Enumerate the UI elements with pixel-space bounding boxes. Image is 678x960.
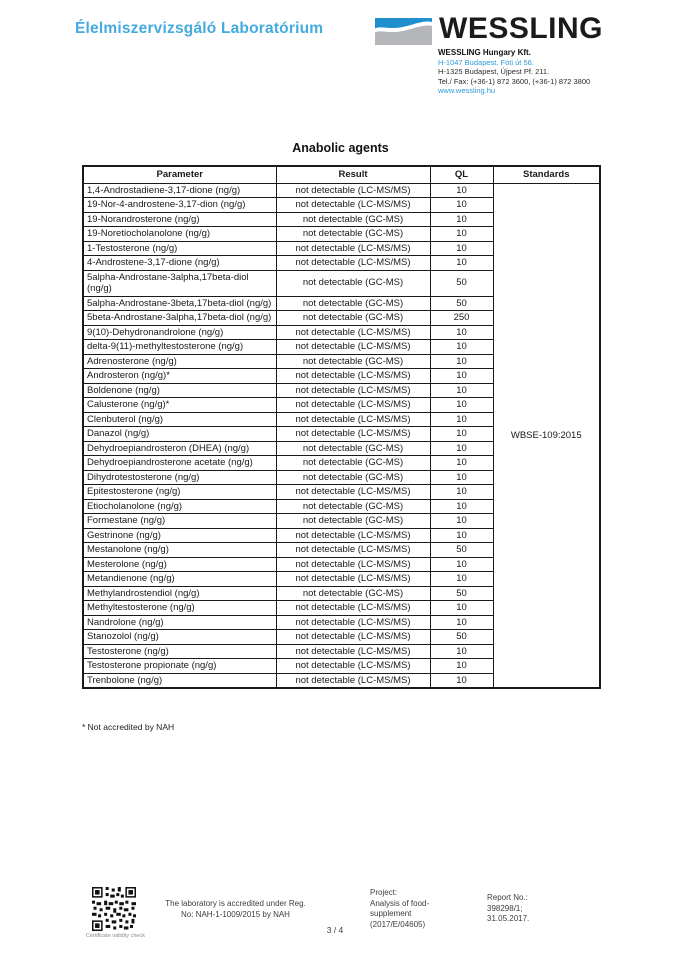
- ql-cell: 250: [430, 311, 493, 326]
- parameter-cell: Calusterone (ng/g)*: [83, 398, 276, 413]
- result-cell: not detectable (LC-MS/MS): [276, 601, 430, 616]
- result-cell: not detectable (LC-MS/MS): [276, 427, 430, 442]
- parameter-cell: Etiocholanolone (ng/g): [83, 499, 276, 514]
- result-cell: not detectable (LC-MS/MS): [276, 644, 430, 659]
- parameter-cell: Methylandrostendiol (ng/g): [83, 586, 276, 601]
- ql-cell: 10: [430, 398, 493, 413]
- ql-cell: 10: [430, 441, 493, 456]
- accreditation-footnote: * Not accredited by NAH: [82, 722, 175, 732]
- parameter-cell: Adrenosterone (ng/g): [83, 354, 276, 369]
- ql-cell: 10: [430, 325, 493, 340]
- result-cell: not detectable (GC-MS): [276, 586, 430, 601]
- parameter-cell: Gestrinone (ng/g): [83, 528, 276, 543]
- ql-cell: 10: [430, 659, 493, 674]
- phone-fax-line: Tel./ Fax: (+36-1) 872 3600, (+36-1) 872 3800: [438, 76, 591, 86]
- company-name: WESSLING Hungary Kft.: [438, 48, 531, 57]
- accreditation-line-1: The laboratory is accredited under Reg.: [165, 899, 306, 908]
- result-cell: not detectable (LC-MS/MS): [276, 256, 430, 271]
- ql-cell: 10: [430, 256, 493, 271]
- parameter-cell: Stanozolol (ng/g): [83, 630, 276, 645]
- ql-cell: 10: [430, 227, 493, 242]
- result-cell: not detectable (LC-MS/MS): [276, 241, 430, 256]
- result-cell: not detectable (LC-MS/MS): [276, 412, 430, 427]
- parameter-cell: Trenbolone (ng/g): [83, 673, 276, 688]
- qr-caption: Certificate validity check: [86, 933, 145, 939]
- parameter-cell: Mesterolone (ng/g): [83, 557, 276, 572]
- accreditation-line-2: No: NAH-1-1009/2015 by NAH: [181, 910, 290, 919]
- parameter-cell: 19-Norandrosterone (ng/g): [83, 212, 276, 227]
- parameter-cell: Boldenone (ng/g): [83, 383, 276, 398]
- parameter-cell: 19-Noretiocholanolone (ng/g): [83, 227, 276, 242]
- parameter-cell: Dihydrotestosterone (ng/g): [83, 470, 276, 485]
- website-link[interactable]: www.wessling.hu: [438, 86, 496, 95]
- parameter-cell: Clenbuterol (ng/g): [83, 412, 276, 427]
- column-header-ql: QL: [430, 166, 493, 183]
- ql-cell: 10: [430, 412, 493, 427]
- address-line-2: H-1325 Budapest, Újpest Pf. 211.: [438, 67, 550, 76]
- ql-cell: 50: [430, 296, 493, 311]
- results-table-wrap: [82, 165, 601, 689]
- result-cell: not detectable (LC-MS/MS): [276, 383, 430, 398]
- result-cell: not detectable (LC-MS/MS): [276, 198, 430, 213]
- result-cell: not detectable (GC-MS): [276, 470, 430, 485]
- parameter-cell: Dehydroepiandrosterone acetate (ng/g): [83, 456, 276, 471]
- ql-cell: 10: [430, 241, 493, 256]
- page-number: 3 / 4: [326, 925, 344, 935]
- result-cell: not detectable (LC-MS/MS): [276, 485, 430, 500]
- result-cell: not detectable (GC-MS): [276, 270, 430, 296]
- parameter-cell: delta-9(11)-methyltestosterone (ng/g): [83, 340, 276, 355]
- report-number: 398298/1;: [487, 903, 523, 913]
- ql-cell: 10: [430, 615, 493, 630]
- ql-cell: 10: [430, 557, 493, 572]
- column-header-result: Result: [276, 166, 430, 183]
- company-logo-block: [375, 14, 603, 96]
- parameter-cell: Nandrolone (ng/g): [83, 615, 276, 630]
- ql-cell: 10: [430, 514, 493, 529]
- lab-department-title: Élelmiszervizsgáló Laboratórium: [75, 20, 324, 37]
- result-cell: not detectable (LC-MS/MS): [276, 325, 430, 340]
- parameter-cell: Methyltestosterone (ng/g): [83, 601, 276, 616]
- parameter-cell: Danazol (ng/g): [83, 427, 276, 442]
- result-cell: not detectable (LC-MS/MS): [276, 398, 430, 413]
- ql-cell: 10: [430, 673, 493, 688]
- result-cell: not detectable (GC-MS): [276, 311, 430, 326]
- report-date: 31.05.2017.: [487, 914, 530, 923]
- results-table: [82, 165, 601, 689]
- parameter-cell: Testosterone propionate (ng/g): [83, 659, 276, 674]
- result-cell: not detectable (LC-MS/MS): [276, 615, 430, 630]
- project-label: Project:: [370, 888, 398, 897]
- parameter-cell: Androsteron (ng/g)*: [83, 369, 276, 384]
- ql-cell: 10: [430, 369, 493, 384]
- address-line-1: H-1047 Budapest, Fóti út 56.: [438, 57, 534, 67]
- result-cell: not detectable (GC-MS): [276, 354, 430, 369]
- result-cell: not detectable (GC-MS): [276, 212, 430, 227]
- parameter-cell: Formestane (ng/g): [83, 514, 276, 529]
- parameter-cell: Dehydroepiandrosteron (DHEA) (ng/g): [83, 441, 276, 456]
- report-label: Report No.:: [487, 893, 528, 902]
- ql-cell: 10: [430, 485, 493, 500]
- parameter-cell: 5beta-Androstane-3alpha,17beta-diol (ng/g): [83, 311, 276, 326]
- ql-cell: 50: [430, 630, 493, 645]
- ql-cell: 10: [430, 601, 493, 616]
- ql-cell: 10: [430, 383, 493, 398]
- ql-cell: 10: [430, 354, 493, 369]
- project-info-block: [370, 888, 429, 930]
- parameter-cell: 9(10)-Dehydronandrolone (ng/g): [83, 325, 276, 340]
- ql-cell: 10: [430, 470, 493, 485]
- result-cell: not detectable (GC-MS): [276, 499, 430, 514]
- result-cell: not detectable (LC-MS/MS): [276, 572, 430, 587]
- parameter-cell: 19-Nor-4-androstene-3,17-dion (ng/g): [83, 198, 276, 213]
- ql-cell: 10: [430, 212, 493, 227]
- column-header-standards: Standards: [493, 166, 600, 183]
- result-cell: not detectable (LC-MS/MS): [276, 659, 430, 674]
- accreditation-statement: [128, 898, 343, 920]
- result-cell: not detectable (GC-MS): [276, 456, 430, 471]
- ql-cell: 10: [430, 427, 493, 442]
- ql-cell: 50: [430, 543, 493, 558]
- result-cell: not detectable (LC-MS/MS): [276, 673, 430, 688]
- column-header-parameter: Parameter: [83, 166, 276, 183]
- table-row: [83, 183, 600, 198]
- ql-cell: 10: [430, 340, 493, 355]
- ql-cell: 10: [430, 572, 493, 587]
- result-cell: not detectable (LC-MS/MS): [276, 543, 430, 558]
- ql-cell: 10: [430, 644, 493, 659]
- wessling-wordmark: WESSLING: [439, 12, 604, 45]
- result-cell: not detectable (LC-MS/MS): [276, 369, 430, 384]
- ql-cell: 50: [430, 586, 493, 601]
- report-info-block: [487, 893, 529, 925]
- result-cell: not detectable (GC-MS): [276, 227, 430, 242]
- company-address-block: [438, 48, 603, 96]
- ql-cell: 10: [430, 528, 493, 543]
- result-cell: not detectable (LC-MS/MS): [276, 183, 430, 198]
- parameter-cell: 1,4-Androstadiene-3,17-dione (ng/g): [83, 183, 276, 198]
- parameter-cell: 4-Androstene-3,17-dione (ng/g): [83, 256, 276, 271]
- parameter-cell: 5alpha-Androstane-3beta,17beta-diol (ng/g): [83, 296, 276, 311]
- ql-cell: 10: [430, 499, 493, 514]
- ql-cell: 10: [430, 183, 493, 198]
- result-cell: not detectable (GC-MS): [276, 441, 430, 456]
- ql-cell: 10: [430, 456, 493, 471]
- parameter-cell: 5alpha-Androstane-3alpha,17beta-diol (ng/g): [83, 270, 276, 296]
- parameter-cell: Metandienone (ng/g): [83, 572, 276, 587]
- parameter-cell: Mestanolone (ng/g): [83, 543, 276, 558]
- project-line-2: supplement: [370, 909, 412, 918]
- result-cell: not detectable (LC-MS/MS): [276, 557, 430, 572]
- result-cell: not detectable (GC-MS): [276, 514, 430, 529]
- table-header-row: [83, 166, 600, 183]
- standards-cell: WBSE-109:2015: [493, 183, 600, 688]
- result-cell: not detectable (LC-MS/MS): [276, 630, 430, 645]
- result-cell: not detectable (LC-MS/MS): [276, 340, 430, 355]
- project-line-3: (2017/E/04605): [370, 919, 426, 929]
- parameter-cell: Epitestosterone (ng/g): [83, 485, 276, 500]
- section-title: Anabolic agents: [292, 141, 389, 155]
- parameter-cell: Testosterone (ng/g): [83, 644, 276, 659]
- project-line-1: Analysis of food-: [370, 898, 430, 908]
- result-cell: not detectable (GC-MS): [276, 296, 430, 311]
- parameter-cell: 1-Testosterone (ng/g): [83, 241, 276, 256]
- ql-cell: 50: [430, 270, 493, 296]
- ql-cell: 10: [430, 198, 493, 213]
- result-cell: not detectable (LC-MS/MS): [276, 528, 430, 543]
- wessling-wave-logo-icon: [375, 16, 432, 45]
